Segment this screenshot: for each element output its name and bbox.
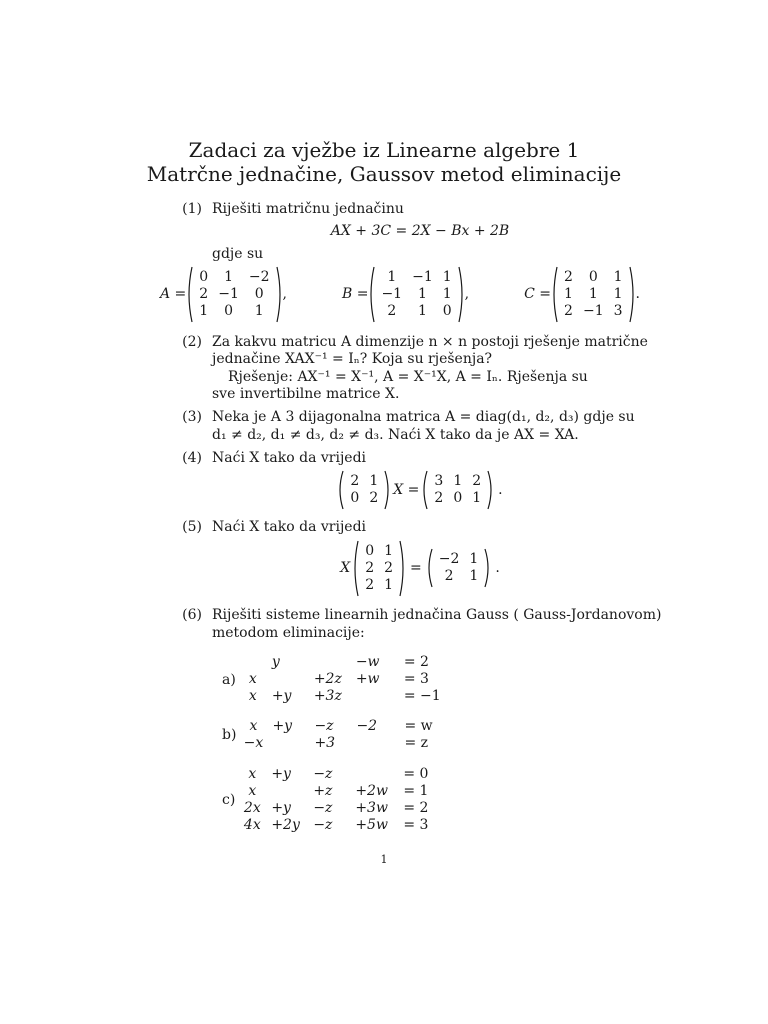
system-b-label: b) [222,727,237,743]
problem-3-line1: Neka je A 3 dijagonalna matrica A = diag(d₁, d₂, d₃) gdje su [212,409,635,425]
equation-rhs: = 2 [403,800,429,816]
matrix-cell: 2 [199,285,209,302]
matrix-C-label: C = [524,286,552,302]
doc-title-line1: Zadaci za vježbe iz Linearne algebre 1 [188,138,580,162]
equation-rhs: = 3 [403,817,429,833]
equation-term: +2y [271,817,300,833]
equation-term [267,783,309,800]
matrix-cell: 0 [254,285,264,302]
problem-1-number: (1) [182,201,202,217]
equation-rhs: = w [404,718,433,734]
matrix-cell: 1 [453,473,463,489]
problem-2-line4: sve invertibilne matrice X. [212,386,400,402]
equation-term: x [249,718,258,734]
equation-term: x [248,766,257,782]
period: . [635,286,640,302]
matrix-cell: 2 [365,576,375,593]
problem-6-number: (6) [182,607,202,623]
equation-rhs: = 2 [403,654,429,670]
right-paren [484,548,491,588]
matrix-cell: 1 [469,551,479,567]
system-a-table [238,654,445,705]
matrix-row [429,490,486,507]
matrix-cell: 2 [384,559,394,576]
equation-term: −z [313,800,333,816]
period: . [498,482,503,498]
right-paren [276,266,283,323]
separator: , [464,286,470,302]
equation-term: −z [313,766,333,782]
equation-term: −z [313,817,333,833]
matrix-cell: 1 [417,285,427,302]
equation-term: y [271,654,280,670]
system-b-table [238,718,436,752]
equation-term: −2 [356,718,378,734]
equation-row [238,688,445,705]
matrix-cell: −1 [412,268,433,285]
matrix-body [434,551,484,585]
left-paren [368,266,375,323]
equation-term: +y [271,766,291,782]
matrix-row [376,269,456,286]
equation-term: x [248,783,257,799]
matrix-cell: 1 [442,268,452,285]
matrix-cell: −1 [218,285,239,302]
problem-3-line2: d₁ ≠ d₂, d₁ ≠ d₃, d₂ ≠ d₃. Naći X tako da je AX = XA. [212,427,579,443]
matrix-row [559,303,627,320]
matrix-cell: 3 [613,302,623,319]
matrix-row [194,269,274,286]
equation-term: +y [271,688,292,704]
matrix-cell: 2 [472,473,482,489]
equation-row [238,718,436,735]
matrix-cell: 3 [434,473,444,489]
problem-4-equation [212,470,628,510]
matrix-cell: 1 [369,473,379,489]
problem-4-left-matrix [337,470,391,510]
problem-4-text: Naći X tako da vrijedi [212,450,367,466]
matrix-cell: 2 [387,302,397,319]
equation-term [351,766,393,783]
equation-term [352,735,394,752]
problem-5-text: Naći X tako da vrijedi [212,519,367,535]
problem-2-solution: Rješenje: AX⁻¹ = X⁻¹, A = X⁻¹X, A = Iₙ. Rješenja su [228,369,588,385]
matrix-B-group [342,266,469,323]
equation-row [237,817,432,834]
matrix-body [360,543,398,594]
equation-term: +w [355,671,380,687]
equation-term: +3z [313,688,342,704]
right-paren [384,470,391,510]
problem-2-number: (2) [182,334,202,350]
problem-4-mid: X = [393,482,420,498]
matrix-row [376,286,456,303]
matrix-cell: 0 [199,268,209,285]
system-a-label: a) [222,671,236,688]
matrix-cell: 1 [564,285,573,302]
problem-1-matrices [160,266,640,322]
equation-term: +z [313,783,333,799]
system-c-table [237,766,432,834]
problem-5-number: (5) [182,519,202,535]
matrix-C-group [524,266,640,323]
matrix-cell: 1 [384,576,394,593]
matrix-row [345,490,383,507]
matrix-cell: 1 [442,285,452,302]
matrix-row [360,543,398,560]
left-paren [421,470,428,510]
equation-row [237,766,432,783]
matrix-body [429,473,486,507]
left-paren [426,548,433,588]
equation-term: +y [272,718,293,734]
system-c [222,766,432,834]
problem-6-line2: metodom eliminacije: [212,625,365,641]
matrix-cell: 1 [417,302,427,319]
matrix-row [376,303,456,320]
page-number: 1 [380,853,388,866]
matrix-row [345,473,383,490]
period: . [495,560,500,576]
matrix-cell: 1 [588,285,598,302]
problem-5-equation [212,540,628,596]
problem-1-equation: AX + 3C = 2X − Bx + 2B [330,223,510,239]
matrix-row [194,286,274,303]
right-paren [629,266,636,323]
equation-term: −x [243,735,264,751]
matrix-cell: 2 [434,490,444,506]
matrix-row [429,473,486,490]
equation-term [268,671,310,688]
matrix-row [559,269,627,286]
matrix-cell: 2 [369,490,379,506]
problem-2-line1: Za kakvu matricu A dimenzije n × n postoji rješenje matrične [212,334,648,350]
matrix-cell: 1 [613,285,623,302]
matrix-cell: 0 [588,268,598,285]
right-paren [458,266,465,323]
matrix-cell: 0 [224,302,233,319]
matrix-cell: −2 [248,268,270,285]
matrix-cell: 1 [613,268,623,285]
equation-row [237,800,432,817]
problem-4-number: (4) [182,450,202,466]
matrix-A-group [160,266,287,323]
equation-row [237,783,432,800]
left-paren [186,266,193,323]
matrix-cell: 0 [365,542,375,559]
matrix-row [360,560,398,577]
matrix-B-label: B = [341,286,369,302]
matrix-cell: 1 [469,568,479,584]
problem-2-line2: jednačine XAX⁻¹ = Iₙ? Koja su rješenja? [212,351,493,367]
equation-rhs: = −1 [403,688,441,704]
equation-term [352,688,394,705]
matrix-cell: 1 [387,268,397,285]
equation-term: −w [355,654,380,670]
matrix-body [559,269,627,320]
matrix-body [345,473,383,507]
system-b [222,718,437,752]
matrix-body [376,269,456,320]
matrix-cell: 2 [444,568,454,584]
equation-row [238,654,445,671]
matrix-row [559,286,627,303]
problem-5-right-matrix [426,548,492,588]
equation-rhs: = z [404,735,428,751]
equation-term [268,735,310,752]
matrix-cell: 2 [564,302,573,319]
matrix-cell: −1 [381,285,403,302]
matrix-cell: 2 [564,268,573,285]
equation-term: +y [271,800,291,816]
equation-rhs: = 3 [403,671,429,687]
system-c-label: c) [222,792,236,808]
matrix-body [194,269,274,320]
equation-rhs: = 1 [403,783,429,799]
right-paren [487,470,494,510]
problem-5-eq: = [410,560,422,576]
matrix-cell: 0 [453,490,463,506]
matrix-row [434,568,484,585]
matrix-row [360,577,398,594]
equation-term: x [248,671,257,687]
system-a [222,654,445,705]
equation-term [238,654,268,671]
equation-term [310,654,352,671]
matrix-A [186,266,282,323]
left-paren [551,266,558,323]
equation-term: x [248,688,257,704]
problem-1-where: gdje su [212,246,264,262]
matrix-cell: 1 [199,302,209,319]
matrix-A-label: A = [160,286,187,302]
equation-term: +3w [355,800,388,816]
equation-row [238,671,445,688]
matrix-cell: 0 [350,490,360,506]
equation-term: 2x [243,800,261,816]
matrix-row [194,303,274,320]
equation-term: +5w [355,817,388,833]
matrix-cell: 0 [442,302,452,319]
matrix-cell: 1 [224,268,233,285]
matrix-cell: 2 [350,473,360,489]
matrix-C [551,266,635,323]
matrix-cell: 1 [254,302,264,319]
matrix-row [434,551,484,568]
right-paren [399,540,406,597]
matrix-cell: 1 [472,490,482,506]
equation-rhs: = 0 [403,766,429,782]
equation-term: −z [314,718,334,734]
equation-term: +3 [314,735,336,751]
problem-6-line1: Riješiti sisteme linearnih jednačina Gauss ( Gauss-Jordanovom) [212,607,662,623]
matrix-B [368,266,464,323]
equation-row [238,735,436,752]
equation-term: 4x [243,817,261,833]
matrix-cell: 2 [365,559,375,576]
doc-title-line2: Matrčne jednačine, Gaussov metod eliminacije [146,162,622,186]
problem-1-text: Riješiti matričnu jednačinu [212,201,404,217]
matrix-cell: 1 [384,542,394,559]
left-paren [337,470,344,510]
problem-5-left-matrix [352,540,406,597]
matrix-cell: −1 [582,302,604,319]
problem-4-right-matrix [421,470,494,510]
problem-5-x: X [340,560,351,576]
matrix-cell: −2 [438,551,460,567]
equation-term: +2z [313,671,342,687]
separator: , [282,286,287,302]
problem-3-number: (3) [182,409,202,425]
equation-term: +2w [355,783,388,799]
left-paren [352,540,359,597]
